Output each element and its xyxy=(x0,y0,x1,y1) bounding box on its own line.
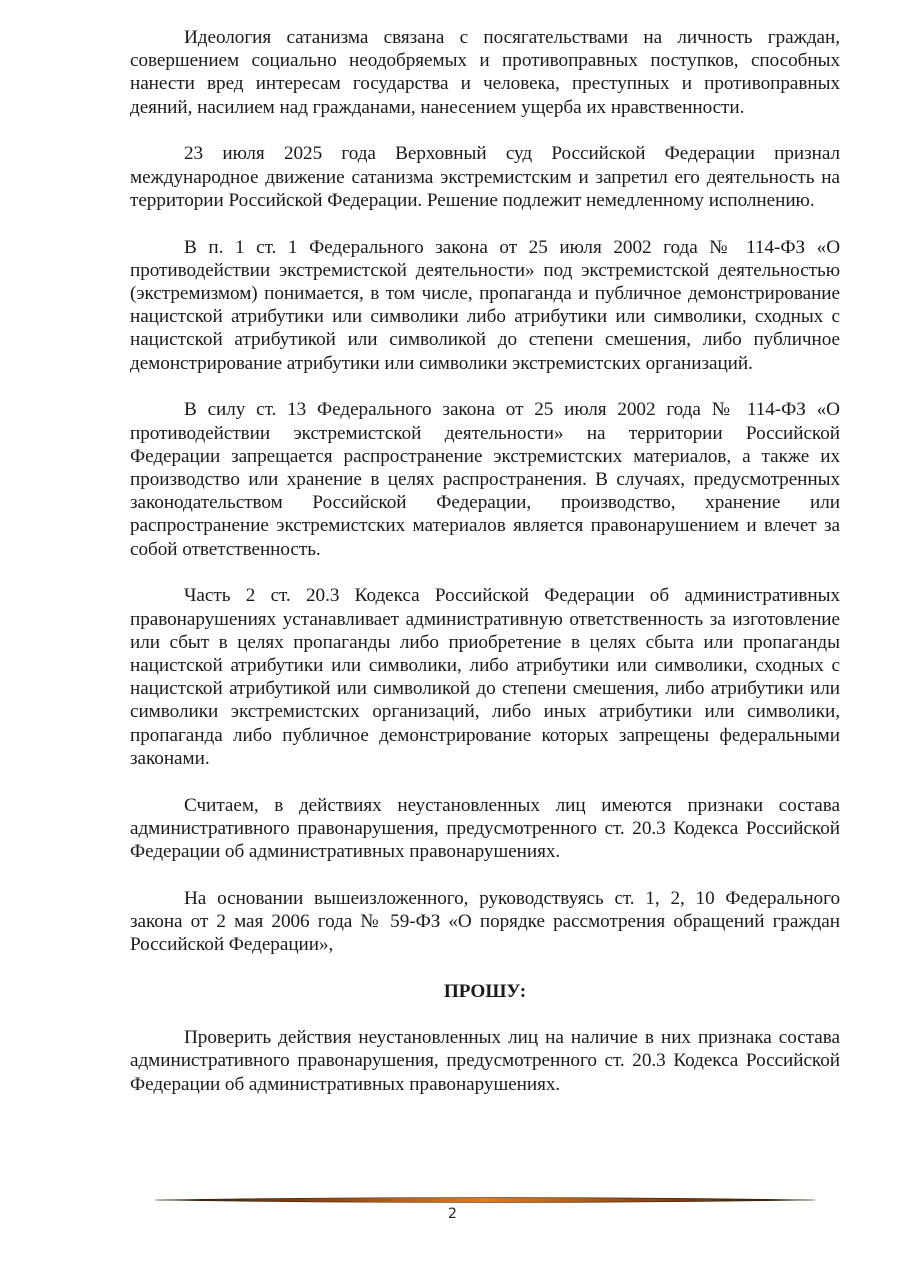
request-heading: ПРОШУ: xyxy=(443,981,527,1003)
paragraph-conclusion: Считаем, в действиях неустановленных лиц имеются признаки состава административного правонарушения, предусмотренного ст. 20.3 Кодекса Российской Федерации об административных правонарушениях. xyxy=(130,794,840,863)
request-text: Проверить действия неустановленных лиц на наличие в них признака состава административного правонарушения, предусмотренного ст. 20.3 Кодекса Российской Федерации об административных правонарушениях. xyxy=(130,1027,840,1095)
footer-decorative-rule xyxy=(155,1194,815,1206)
paragraph-legal-basis: На основании вышеизложенного, руководствуясь ст. 1, 2, 10 Федерального закона от 2 мая 2006 года № 59-ФЗ «О порядке рассмотрения обращений граждан Российской Федерации», xyxy=(130,887,840,956)
paragraph-law-114-article-1: В п. 1 ст. 1 Федерального закона от 25 июля 2002 года № 114-ФЗ «О противодействии экстремистской деятельности» под экстремистской деятельностью (экстремизмом) понимается, в том числе, пропаганда и публичное демонстрирование нацистской атрибутики или символики либо атрибутики или символики, сходных с нацистской атрибутикой или символикой до степени смешения, либо публичное демонстрирование атрибутики или символики экстремистских организаций. xyxy=(130,236,840,374)
paragraph-satanism-ideology: Идеология сатанизма связана с посягательствами на личность граждан, совершением социально неодобряемых и противоправных поступков, способных нанести вред интересам государства и человека, преступных и противоправных деяний, насилием над гражданами, нанесением ущерба их нравственности. xyxy=(130,27,840,118)
paragraph-supreme-court-ruling: 23 июля 2025 года Верховный суд Российской Федерации признал международное движение сатанизма экстремистским и запретил его деятельность на территории Российской Федерации. Решение подлежит немедленному исполнению. xyxy=(130,143,840,211)
paragraph-law-114-article-13: В силу ст. 13 Федерального закона от 25 июля 2002 года № 114-ФЗ «О противодействии экстремистской деятельности» на территории Российской Федерации запрещается распространение экстремистских материалов, а также их производство или хранение в целях распространения. В случаях, предусмотренных законодательством Российской Федерации, производство, хранение или распространение экстремистских материалов является правонарушением и влечет за собой ответственность. xyxy=(130,399,840,560)
page-number: 2 xyxy=(448,1206,457,1222)
document-body xyxy=(130,26,840,1096)
paragraph-koap-20-3: Часть 2 ст. 20.3 Кодекса Российской Федерации об административных правонарушениях устанавливает административную ответственность за изготовление или сбыт в целях пропаганды либо приобретение в целях сбыта или пропаганды нацистской атрибутики или символики, либо атрибутики или символики, сходных с нацистской атрибутикой или символикой до степени смешения, либо атрибутики или символики экстремистских организаций, либо иных атрибутики или символики, пропаганда либо публичное демонстрирование которых запрещены федеральными законами. xyxy=(130,585,840,769)
